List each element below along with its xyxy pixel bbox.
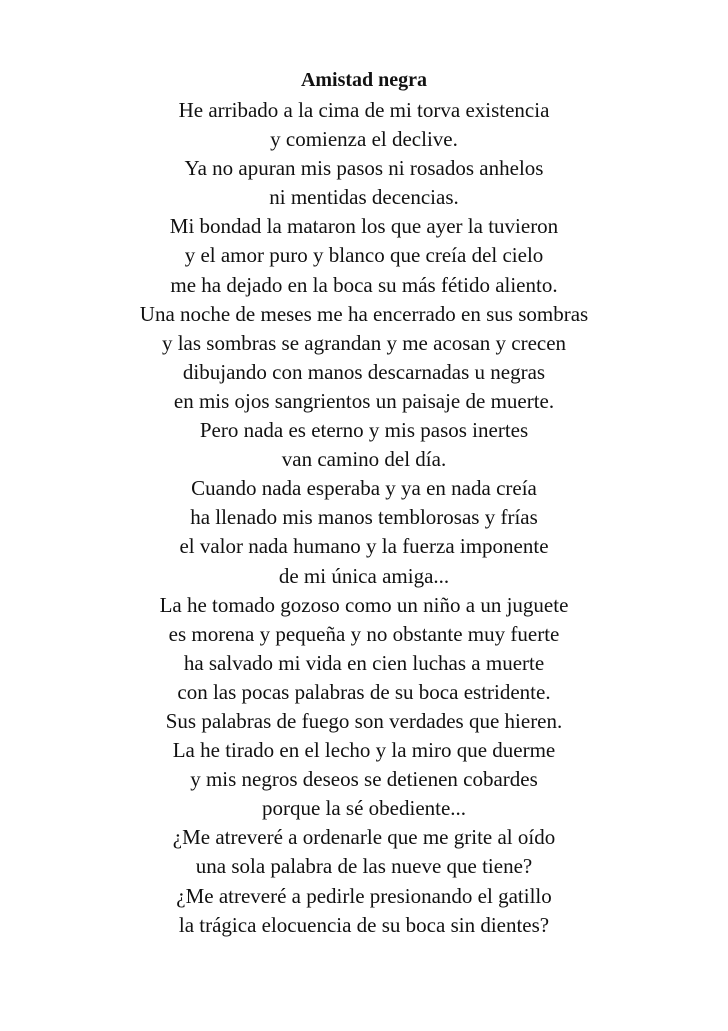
poem-line: con las pocas palabras de su boca estridente. <box>177 679 551 704</box>
poem-line: y comienza el declive. <box>270 127 458 152</box>
poem-line: y las sombras se agrandan y me acosan y crecen <box>161 330 567 355</box>
poem-line: en mis ojos sangrientos un paisaje de muerte. <box>173 388 555 413</box>
poem-title: Amistad negra <box>300 69 428 91</box>
poem-line: ha llenado mis manos temblorosas y frías <box>190 505 538 530</box>
poem-line: ¿Me atreveré a ordenarle que me grite al oído <box>172 825 556 850</box>
poem-line: ni mentidas decencias. <box>269 185 459 210</box>
poem-line: Cuando nada esperaba y ya en nada creía <box>191 476 537 501</box>
poem-line: Sus palabras de fuego son verdades que hieren. <box>165 708 563 733</box>
poem <box>0 64 728 940</box>
poem-line: de mi única amiga... <box>278 563 450 588</box>
poem-line: van camino del día. <box>281 447 447 472</box>
poem-line: Pero nada es eterno y mis pasos inertes <box>199 418 529 443</box>
poem-line: y el amor puro y blanco que creía del cielo <box>184 243 544 268</box>
poem-line: ha salvado mi vida en cien luchas a muerte <box>183 650 545 675</box>
poem-line: Una noche de meses me ha encerrado en sus sombras <box>139 301 589 326</box>
poem-line: la trágica elocuencia de su boca sin dientes? <box>178 912 550 937</box>
poem-line: ¿Me atreveré a pedirle presionando el gatillo <box>176 883 552 908</box>
poem-line: el valor nada humano y la fuerza imponente <box>179 534 549 559</box>
poem-line: es morena y pequeña y no obstante muy fuerte <box>168 621 560 646</box>
poem-lines <box>0 96 728 940</box>
poem-line: dibujando con manos descarnadas u negras <box>182 359 546 384</box>
poem-line: una sola palabra de las nueve que tiene? <box>195 854 533 879</box>
poem-line: porque la sé obediente... <box>261 796 467 821</box>
poem-line: Ya no apuran mis pasos ni rosados anhelos <box>184 156 544 181</box>
poem-line: me ha dejado en la boca su más fétido aliento. <box>170 272 558 297</box>
poem-line: Mi bondad la mataron los que ayer la tuvieron <box>169 214 559 239</box>
poem-line: La he tomado gozoso como un niño a un juguete <box>159 592 569 617</box>
poem-line: He arribado a la cima de mi torva existencia <box>178 98 550 122</box>
poem-line: y mis negros deseos se detienen cobardes <box>190 767 538 792</box>
poem-line: La he tirado en el lecho y la miro que duerme <box>172 738 556 763</box>
